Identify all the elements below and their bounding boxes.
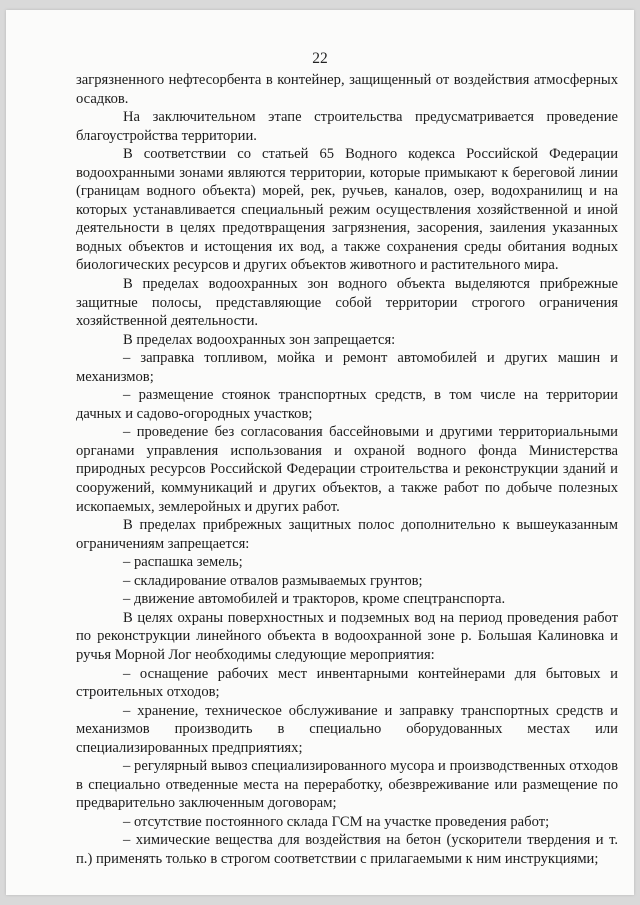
- list-item: – заправка топливом, мойка и ремонт автомобилей и других машин и механизмов;: [76, 350, 618, 385]
- paragraph-3: В соответствии со статьей 65 Водного кодекса Российской Федерации водоохранными зонами являются территории, которые примыкают к береговой линии (границам водного объекта) морей, рек, ручьев, каналов, озер, водохранилищ и на которых устанавливается специальный режим осуществления хозяйственной и иной деятельности в целях предотвращения загрязнения, засорения, заиления указанных водных объектов и истощения их вод, а также сохранения среды обитания водных биологических ресурсов и других объектов животного и растительного мира.: [76, 146, 618, 274]
- paragraph-4: В пределах водоохранных зон водного объекта выделяются прибрежные защитные полосы, представляющие собой территории строгого ограничения хозяйственной деятельности.: [76, 276, 618, 330]
- list-item: – размещение стоянок транспортных средств, в том числе на территории дачных и садово-огородных участков;: [76, 387, 618, 422]
- list-item: – хранение, техническое обслуживание и заправку транспортных средств и механизмов производить в специально оборудованных местах или специализированных предприятиях;: [76, 702, 618, 756]
- page-number: 22: [312, 50, 328, 67]
- paragraph-13: В целях охраны поверхностных и подземных вод на период проведения работ по реконструкции линейного объекта в водоохранной зоне р. Большая Калиновка и ручья Морной Лог необходимы следующие мероприятия:: [76, 609, 618, 663]
- list-item: – отсутствие постоянного склада ГСМ на участке проведения работ;: [123, 813, 550, 830]
- list-item: – складирование отвалов размываемых грунтов;: [123, 572, 423, 589]
- paragraph-1: загрязненного нефтесорбента в контейнер, защищенный от воздействия атмосферных осадков.: [76, 72, 618, 107]
- list-item: – химические вещества для воздействия на бетон (ускорители твердения и т. п.) применять только в строгом соответствии с прилагаемыми к ним инструкциями;: [76, 832, 618, 867]
- paragraph-5: В пределах водоохранных зон запрещается:: [123, 331, 396, 348]
- list-item: – регулярный вывоз специализированного мусора и производственных отходов в специально отведенные места на переработку, обезвреживание или размещение по предварительно заключенным договорам;: [76, 758, 618, 812]
- document-body: [76, 71, 618, 869]
- paragraph-9: В пределах прибрежных защитных полос дополнительно к вышеуказанным ограничениям запрещается:: [76, 517, 618, 552]
- document-page: [6, 10, 634, 895]
- list-item: – движение автомобилей и тракторов, кроме спецтранспорта.: [123, 591, 506, 608]
- list-item: – оснащение рабочих мест инвентарными контейнерами для бытовых и строительных отходов;: [76, 665, 618, 701]
- list-item: – распашка земель;: [123, 554, 243, 571]
- list-item: – проведение без согласования бассейновыми и другими территориальными органами управления использования и охраной водного фонда Министерства природных ресурсов Российской Федерации строительства и реконструкции зданий и сооружений, коммуникаций и других объектов, а также работ по добыче полезных ископаемых, землеройных и других работ.: [76, 424, 618, 515]
- paragraph-2: На заключительном этапе строительства предусматривается проведение благоустройства территории.: [76, 109, 618, 144]
